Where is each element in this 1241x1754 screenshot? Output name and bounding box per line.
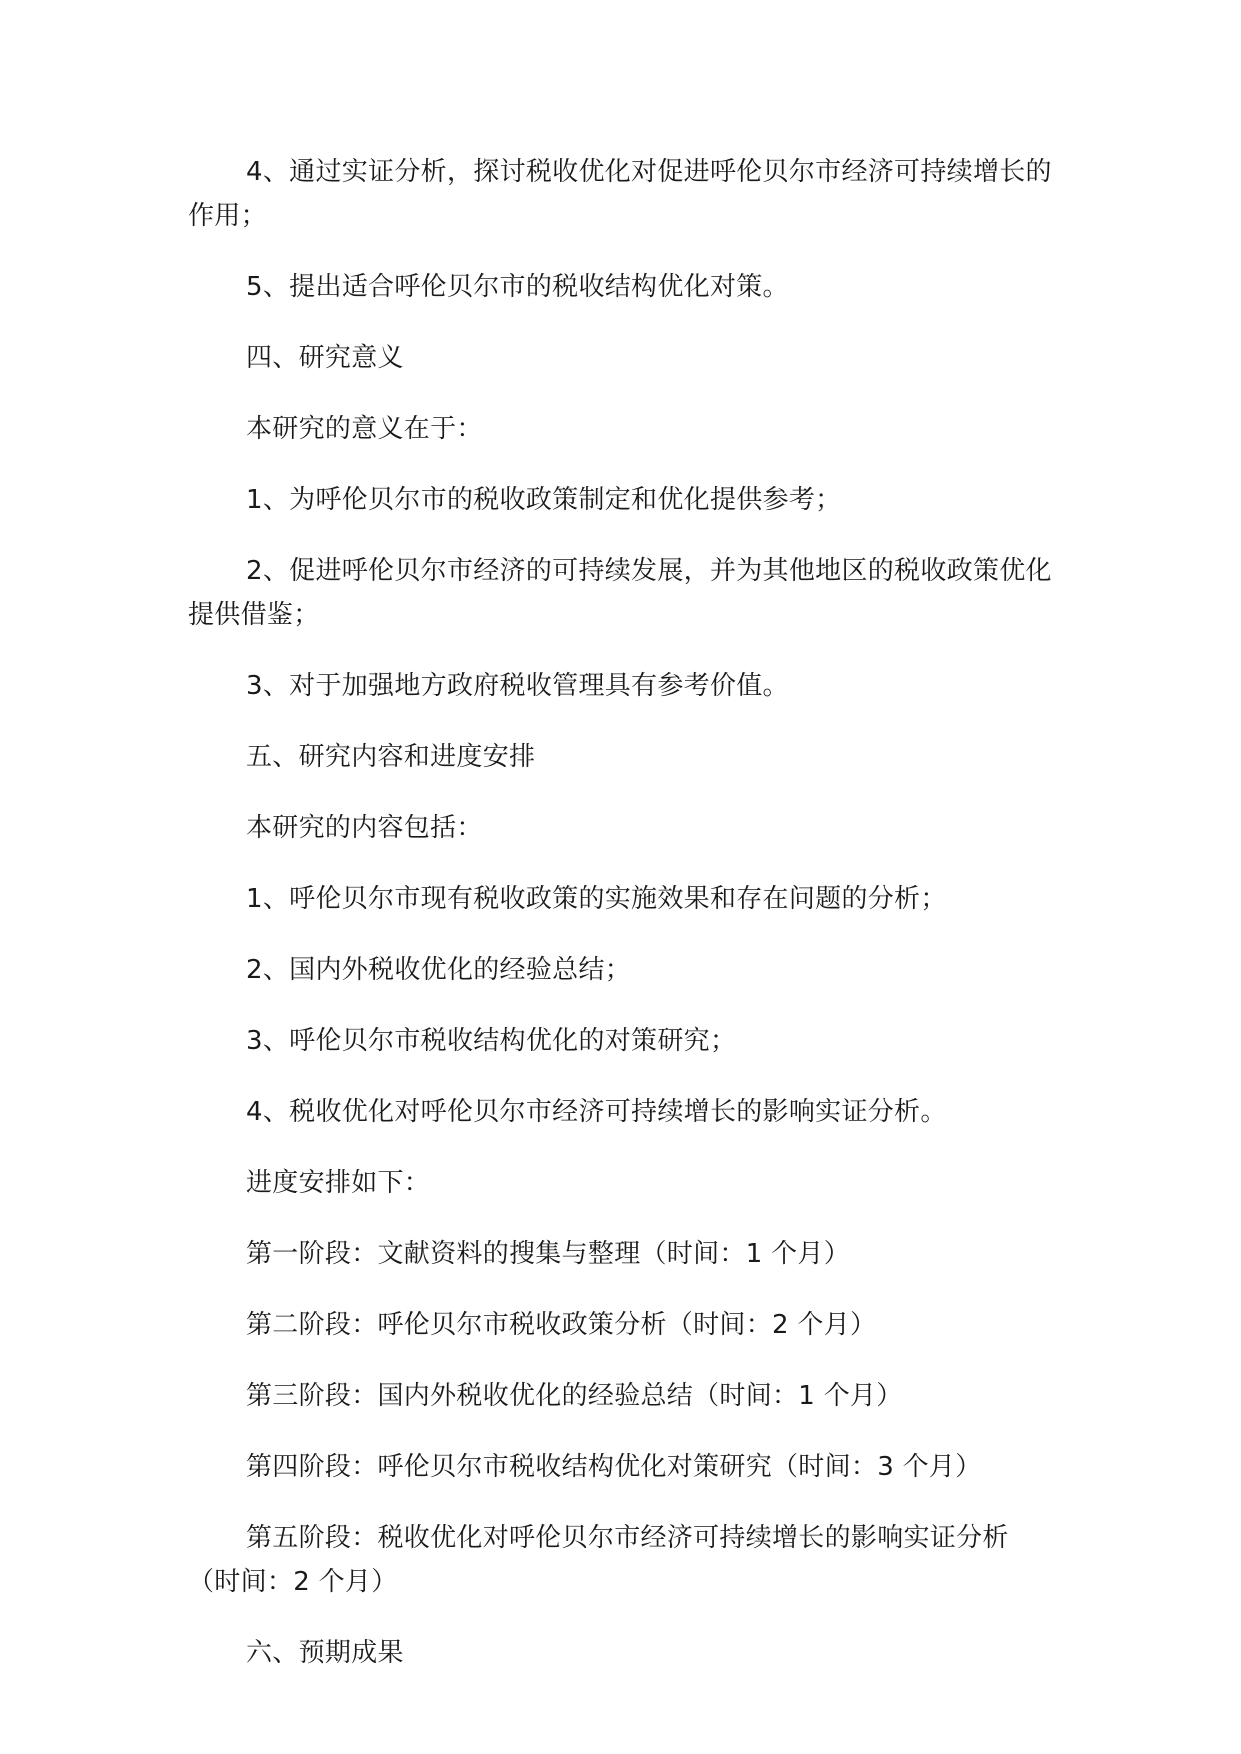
schedule-stage-1: 第一阶段：文献资料的搜集与整理（时间：1 个月） — [246, 1239, 851, 1269]
schedule-stage-2: 第二阶段：呼伦贝尔市税收政策分析（时间：2 个月） — [246, 1310, 877, 1340]
significance-intro: 本研究的意义在于： — [246, 414, 483, 444]
list-item-significance-2: 2、促进呼伦贝尔市经济的可持续发展，并为其他地区的税收政策优化提供借鉴； — [188, 556, 1052, 630]
list-item-content-3: 3、呼伦贝尔市税收结构优化的对策研究； — [246, 1026, 737, 1056]
list-item-content-4: 4、税收优化对呼伦贝尔市经济可持续增长的影响实证分析。 — [246, 1097, 947, 1127]
schedule-intro: 进度安排如下： — [246, 1168, 431, 1198]
list-item-content-2: 2、国内外税收优化的经验总结； — [246, 955, 632, 985]
content-intro: 本研究的内容包括： — [246, 813, 483, 843]
section-heading-expected-results: 六、预期成果 — [246, 1638, 404, 1668]
list-item-content-1: 1、呼伦贝尔市现有税收政策的实施效果和存在问题的分析； — [246, 884, 947, 914]
section-heading-significance: 四、研究意义 — [246, 343, 404, 373]
list-item-objective-5: 5、提出适合呼伦贝尔市的税收结构优化对策。 — [246, 272, 789, 302]
document-body — [188, 150, 1058, 1702]
schedule-stage-5: 第五阶段：税收优化对呼伦贝尔市经济可持续增长的影响实证分析（时间：2 个月） — [188, 1523, 1009, 1597]
list-item-significance-1: 1、为呼伦贝尔市的税收政策制定和优化提供参考； — [246, 485, 842, 515]
list-item-significance-3: 3、对于加强地方政府税收管理具有参考价值。 — [246, 671, 789, 701]
schedule-stage-4: 第四阶段：呼伦贝尔市税收结构优化对策研究（时间：3 个月） — [246, 1452, 982, 1482]
list-item-objective-4: 4、通过实证分析，探讨税收优化对促进呼伦贝尔市经济可持续增长的作用； — [188, 157, 1052, 231]
section-heading-content-schedule: 五、研究内容和进度安排 — [246, 742, 536, 772]
schedule-stage-3: 第三阶段：国内外税收优化的经验总结（时间：1 个月） — [246, 1381, 903, 1411]
